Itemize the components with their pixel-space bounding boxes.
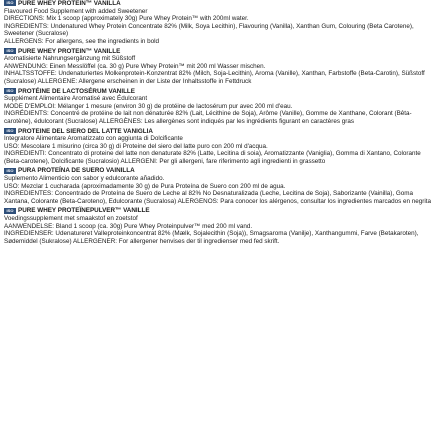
- section-heading: [4, 207, 434, 215]
- section-title: PROTEINE DEL SIERO DEL LATTE VANIGLIA: [18, 127, 153, 135]
- section-line: USO: Mescolare 1 misurino (circa 30 g) di Proteine del siero del latte puro con 200 ml d'acqua.: [4, 142, 268, 150]
- section-line: Aromatisierte Nahrungsergänzung mit Süßstoff: [4, 55, 136, 63]
- section-line: Flavoured Food Supplement with added Sweetener: [4, 7, 148, 15]
- section-line: INGREDIENSER: Udenatureret Valleproteinkoncentrat 82% (Mælk, Sojalecithin (Soja)), Smagsaroma (Vanilje), Xanthangummi, Farve (Betakaroten), Sødemiddel (Sukralose) ALLERGENER: For allergener henvises der til ingredienser med fed skrift.: [4, 230, 419, 245]
- section-line: ANWENDUNG: Einen Messlöffel (ca. 30 g) Pure Whey Protein™ mit 200 ml Wasser mischen.: [4, 62, 266, 70]
- section-line: DIRECTIONS: Mix 1 scoop (approximately 30g) Pure Whey Protein™ with 200ml water.: [4, 15, 249, 23]
- section-line: INGRÉDIENTS: Concentré de protéine de lait non dénaturée 82% (Lait, Lécithine de Soja), Arôme (Vanille), Gomme de Xanthane, Colorant (Bêta-carotène), édulcorant (Sucralose) ALLERGÈNES: Les allergènes sont indiqués par les ingrédients figurant en caractères gras: [4, 110, 412, 125]
- section-line: Supplément Alimentaire Aromatisé avec Édulcorant: [4, 95, 148, 103]
- brand-logo-icon: ISO: [4, 208, 16, 214]
- section-heading: [4, 167, 434, 175]
- brand-logo-icon: ISO: [4, 48, 16, 54]
- section-title: PROTÉINE DE LACTOSÉRUM VANILLE: [18, 87, 135, 95]
- section-heading: [4, 128, 434, 136]
- section-title: PURA PROTEÍNA DE SUERO VAINILLA: [18, 167, 135, 175]
- brand-logo-icon: ISO: [4, 128, 16, 134]
- label-section-1: [4, 48, 434, 86]
- label-panel: [4, 0, 434, 441]
- section-line: AANWENDELSE: Bland 1 scoop (ca. 30g) Pure Whey Proteinpulver™ med 200 ml vand.: [4, 222, 253, 230]
- label-section-3: [4, 128, 434, 166]
- section-line: Suplemento Alimenticio con sabor y edulcorante añadido.: [4, 175, 165, 183]
- section-line: INGREDIENTES: Concentrado de Proteína de Suero de Leche al 82% No Desnaturalizada (Leche, Lecitina de Soja), Saborizante (Vainilla), Goma Xantana, Colorante (Beta-Caroteno), Edulcorante (Sucralosa) ALERGENOS: Para conocer los alérgenos, consultar los ingredientes marcados en negrita: [4, 190, 432, 205]
- label-section-5: [4, 207, 434, 245]
- section-title: PURE WHEY PROTEIN™ VANILLA: [18, 0, 121, 7]
- section-title: PURE WHEY PROTEIN™ VANILLE: [18, 47, 121, 55]
- section-heading: [4, 48, 434, 56]
- section-line: Voedingssupplement met smaakstof en zoetstof: [4, 215, 138, 223]
- label-section-4: [4, 167, 434, 205]
- section-line: Integratore Alimentare Aromatizzato con aggiunta di Dolcificante: [4, 135, 183, 143]
- section-line: USO: Mezclar 1 cucharada (aproximadamente 30 g) de Pura Proteína de Suero con 200 ml de agua.: [4, 182, 286, 190]
- section-line: ALLERGENS: For allergens, see the ingredients in bold: [4, 37, 160, 45]
- brand-logo-icon: ISO: [4, 88, 16, 94]
- label-section-0: [4, 0, 434, 46]
- brand-logo-icon: ISO: [4, 0, 16, 6]
- section-heading: [4, 88, 434, 96]
- section-line: INGREDIENTI: Concentrato di proteine del latte non denaturate 82% (Latte, Lecitina di soia), Aromatizzante (Vaniglia), Gomma di Xantano, Colorante (Beta-carotene), Dolcificante (Sucralosio) ALLERGENI: Per gli allergeni, fare riferimento agli ingredienti in grassetto: [4, 150, 421, 165]
- section-line: MODE D'EMPLOI: Mélanger 1 mesure (environ 30 g) de protéine de lactosérum pur avec 200 ml d'eau.: [4, 102, 293, 110]
- section-line: INHALTSSTOFFE: Undenaturiertes Molkenprotein-Konzentrat 82% (Milch, Soja-Lecithin), Aroma (Vanille), Xanthan, Farbstoffe (Beta-Carotin), Süßstoff (Sucralose) ALLERGENE: Allergene erscheinen in der Liste der Inhaltsstoffe in Fettdruck: [4, 70, 425, 85]
- label-section-2: [4, 88, 434, 126]
- section-line: INGREDIENTS: Undenatured Whey Protein Concentrate 82% (Milk, Soya Lecithin), Flavouring (Vanilla), Xanthan Gum, Colouring (Beta Carotene), Sweetener (Sucralose): [4, 22, 414, 38]
- section-heading: [4, 0, 434, 8]
- brand-logo-icon: ISO: [4, 168, 16, 174]
- section-title: PURE WHEY PROTEÏNEPULVER™ VANILLE: [18, 207, 150, 215]
